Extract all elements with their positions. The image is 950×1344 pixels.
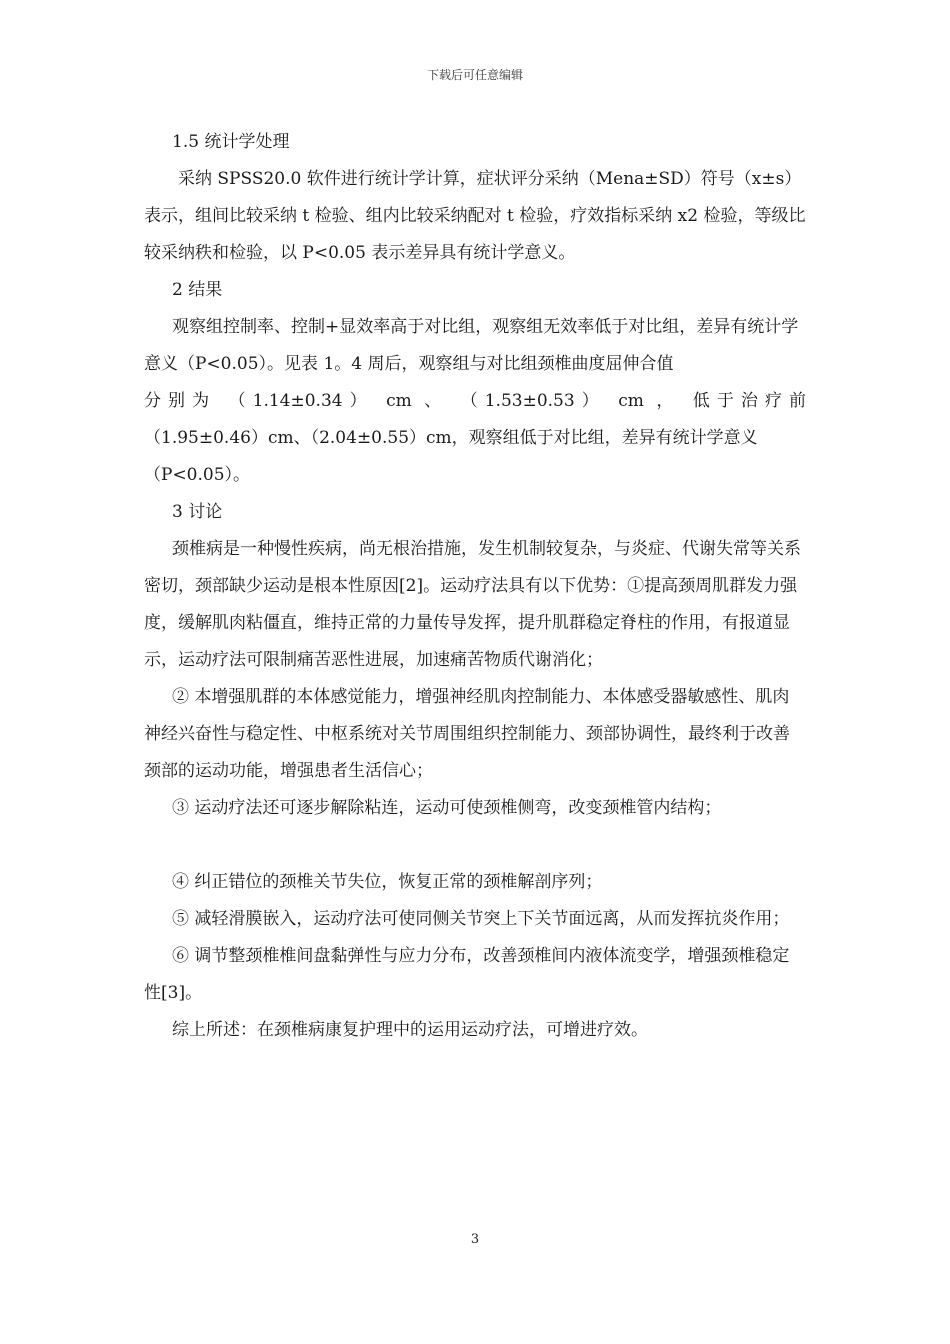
paragraph-statistics: 采纳 SPSS20.0 软件进行统计学计算，症状评分采纳（Mena±SD）符号（x±s）表示，组间比较采纳 t 检验、组内比较采纳配对 t 检验，疗效指标采纳 x2 检验，等级比较采纳秩和检验，以 P<0.05 表示差异具有统计学意义。 [144, 169, 806, 263]
paragraph-conclusion: 综上所述：在颈椎病康复护理中的运用运动疗法，可增进疗效。 [172, 1020, 648, 1040]
paragraph-discussion-5: ⑤ 减轻滑膜嵌入，运动疗法可使同侧关节突上下关节面远离，从而发挥抗炎作用； [172, 909, 790, 929]
page-number: 3 [470, 1232, 480, 1247]
document-body [144, 124, 806, 1049]
section-title-3: 3 讨论 [172, 502, 223, 522]
page-header: 下载后可任意编辑 [426, 68, 523, 82]
paragraph-results-b: 分别为 （1.14±0.34） cm 、 （1.53±0.53） cm ， 低于治疗前 [144, 391, 806, 411]
paragraph-discussion-3: ③ 运动疗法还可逐步解除粘连，运动可使颈椎侧弯，改变颈椎管内结构； [172, 798, 722, 818]
blank-line [144, 827, 806, 864]
paragraph-discussion-6: ⑥ 调节整颈椎椎间盘黏弹性与应力分布，改善颈椎间内液体流变学，增强颈椎稳定性[3]。 [144, 946, 790, 1003]
paragraph-discussion-1: 颈椎病是一种慢性疾病，尚无根治措施，发生机制较复杂，与炎症、代谢失常等关系密切，颈部缺少运动是根本性原因[2]。运动疗法具有以下优势：①提高颈周肌群发力强度，缓解肌肉粘僵直，维持正常的力量传导发挥，提升肌群稳定脊柱的作用，有报道显示，运动疗法可限制痛苦恶性进展，加速痛苦物质代谢消化； [144, 539, 801, 670]
section-title-1-5: 1.5 统计学处理 [172, 132, 290, 152]
paragraph-results-c: （1.95±0.46）cm、（2.04±0.55）cm，观察组低于对比组，差异有统计学意义（P<0.05）。 [144, 428, 758, 485]
section-title-2: 2 结果 [172, 280, 223, 300]
paragraph-discussion-2: ② 本增强肌群的本体感觉能力，增强神经肌肉控制能力、本体感受器敏感性、肌肉神经兴奋性与稳定性、中枢系统对关节周围组织控制能力、颈部协调性，最终利于改善颈部的运动功能，增强患者生活信心； [144, 687, 790, 781]
paragraph-results-a: 观察组控制率、控制+显效率高于对比组，观察组无效率低于对比组，差异有统计学意义（P<0.05）。见表 1。4 周后，观察组与对比组颈椎曲度屈伸合值 [144, 317, 799, 374]
paragraph-discussion-4: ④ 纠正错位的颈椎关节失位，恢复正常的颈椎解剖序列； [172, 872, 603, 892]
